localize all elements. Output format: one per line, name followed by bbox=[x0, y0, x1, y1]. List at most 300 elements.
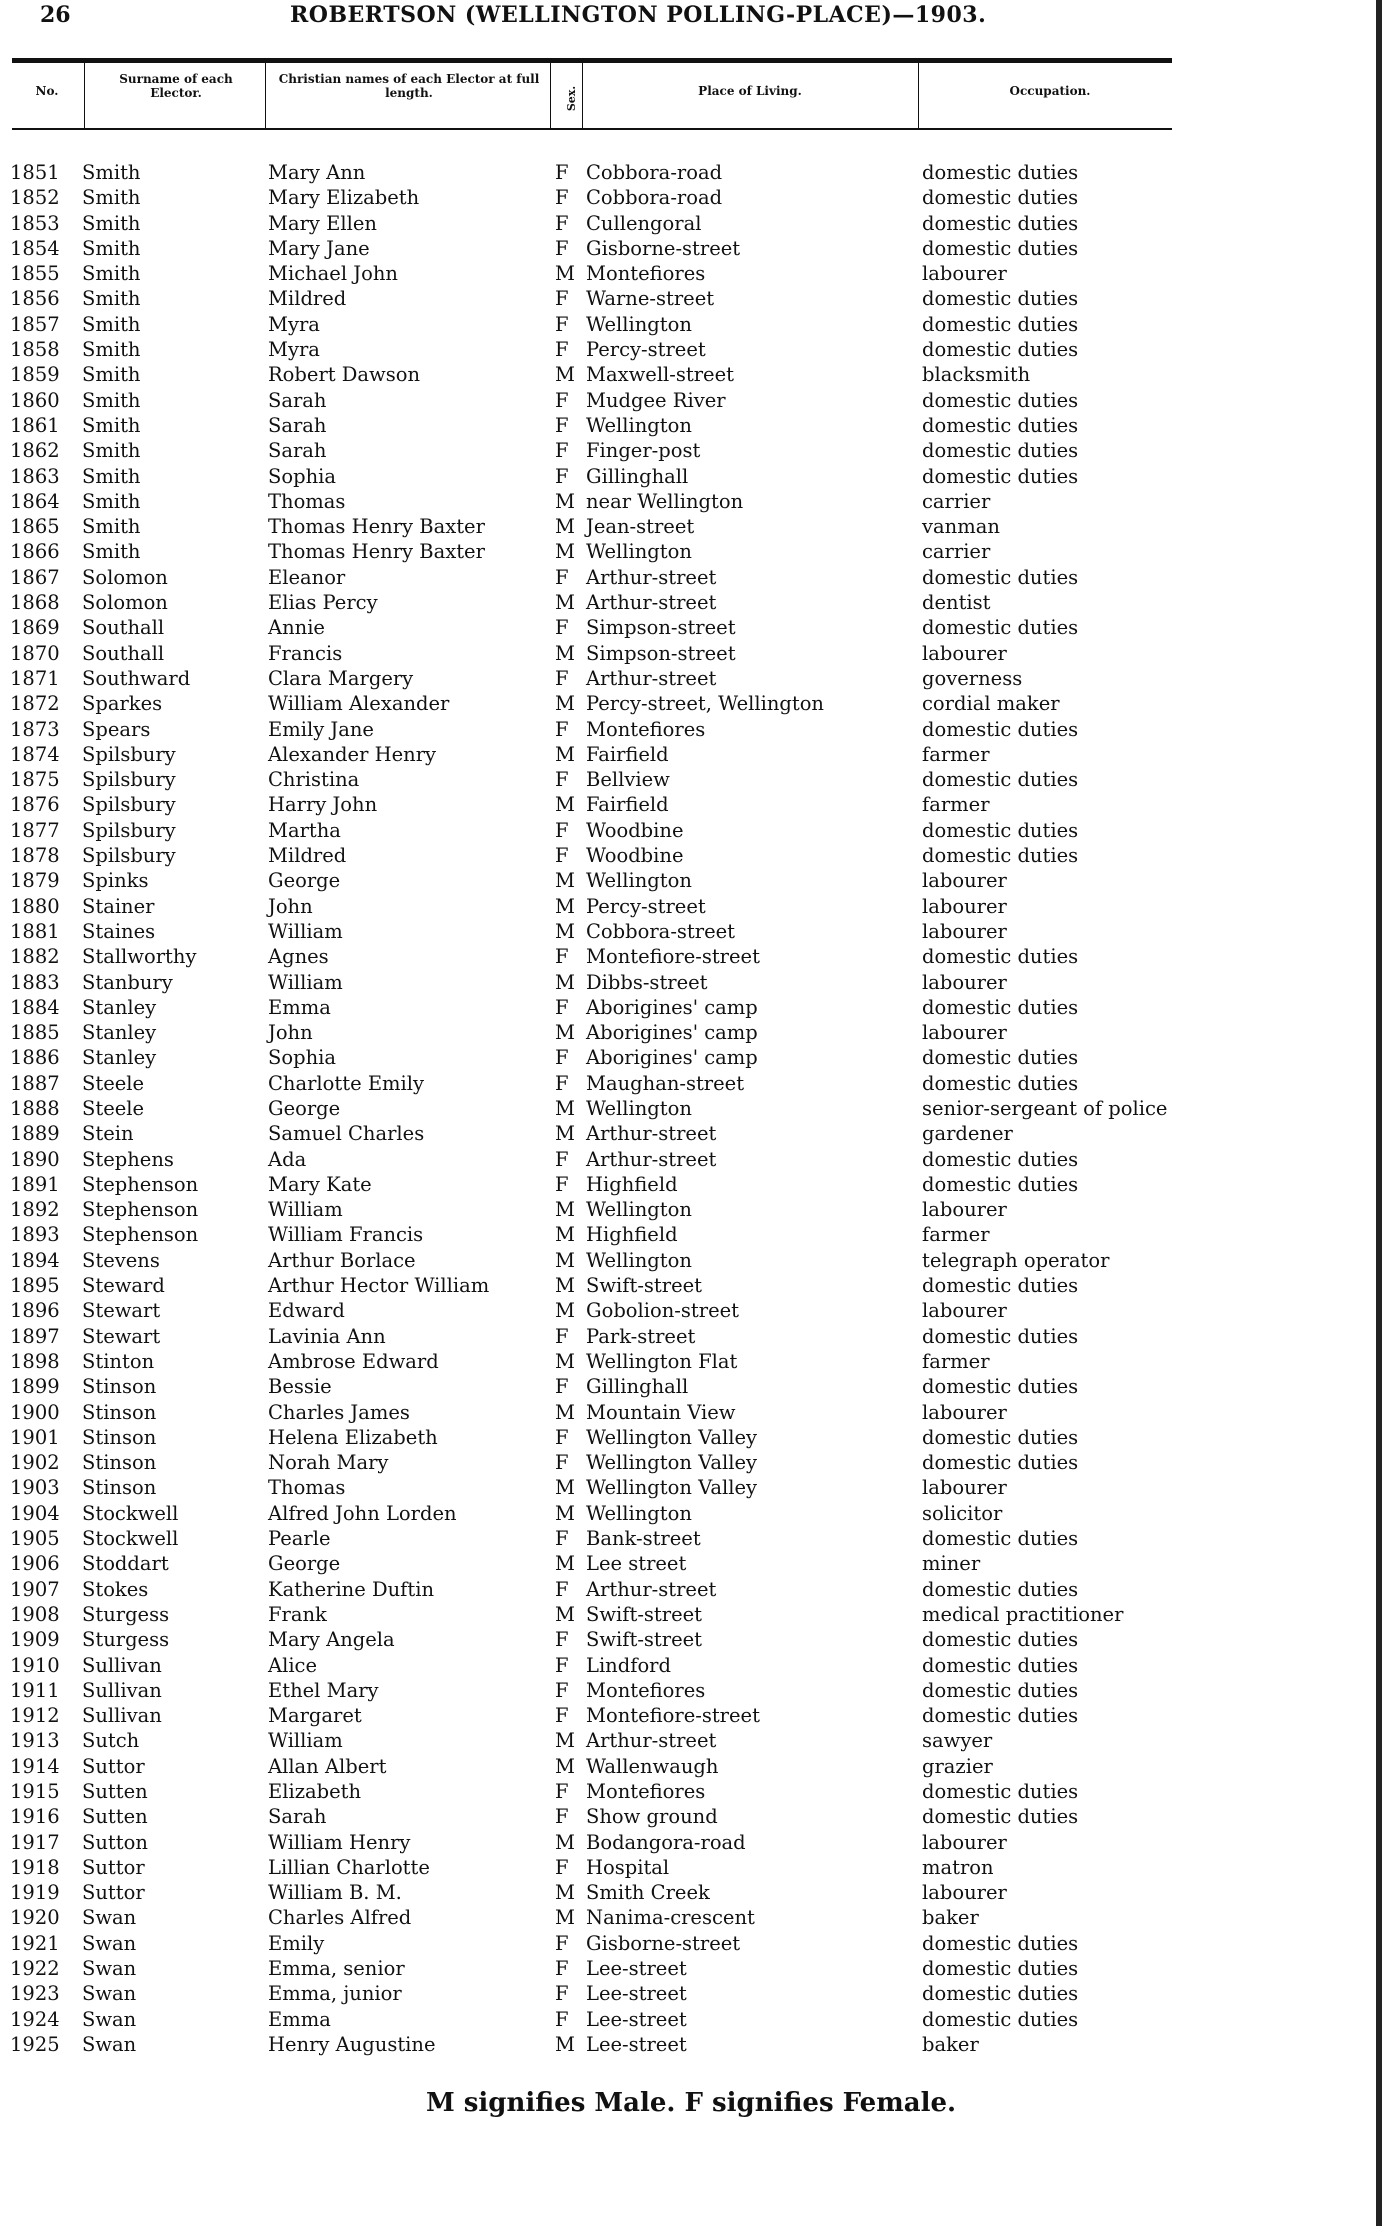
place-of-living: Wellington bbox=[586, 540, 692, 564]
surname: Swan bbox=[82, 2032, 137, 2056]
occupation: domestic duties bbox=[922, 439, 1079, 463]
occupation: domestic duties bbox=[922, 818, 1079, 842]
occupation: labourer bbox=[922, 1881, 1007, 1905]
sex: M bbox=[555, 262, 575, 286]
place-of-living: Warne-street bbox=[586, 287, 715, 311]
elector-number: 1853 bbox=[10, 211, 60, 235]
table-row bbox=[0, 1273, 1382, 1298]
place-of-living: Wellington Flat bbox=[586, 1349, 738, 1373]
surname: Smith bbox=[82, 262, 141, 286]
elector-number: 1852 bbox=[10, 186, 60, 210]
table-row bbox=[0, 1071, 1382, 1096]
place-of-living: Swift-street bbox=[586, 1274, 703, 1298]
sex: F bbox=[555, 2007, 569, 2031]
christian-names: Emma bbox=[268, 995, 331, 1019]
occupation: miner bbox=[922, 1552, 981, 1576]
place-of-living: Park-street bbox=[586, 1324, 696, 1348]
table-row bbox=[0, 666, 1382, 691]
occupation: domestic duties bbox=[922, 1577, 1079, 1601]
table-row bbox=[0, 1374, 1382, 1399]
elector-number: 1890 bbox=[10, 1147, 60, 1171]
table-row bbox=[0, 565, 1382, 590]
sex: M bbox=[555, 1476, 575, 1500]
occupation: domestic duties bbox=[922, 995, 1079, 1019]
christian-names: William bbox=[268, 1198, 343, 1222]
occupation: labourer bbox=[922, 970, 1007, 994]
place-of-living: Montefiore-street bbox=[586, 945, 760, 969]
occupation: domestic duties bbox=[922, 464, 1079, 488]
christian-names: Pearle bbox=[268, 1527, 331, 1551]
christian-names: Emily bbox=[268, 1931, 325, 1955]
surname: Suttor bbox=[82, 1881, 145, 1905]
sex: M bbox=[555, 1881, 575, 1905]
sex: F bbox=[555, 1425, 569, 1449]
table-row bbox=[0, 1349, 1382, 1374]
sex: M bbox=[555, 363, 575, 387]
occupation: labourer bbox=[922, 641, 1007, 665]
header-rule-bottom bbox=[12, 128, 1172, 130]
sex: F bbox=[555, 1046, 569, 1070]
table-row bbox=[0, 1324, 1382, 1349]
table-row bbox=[0, 1653, 1382, 1678]
place-of-living: Cobbora-road bbox=[586, 186, 723, 210]
surname: Smith bbox=[82, 363, 141, 387]
occupation: domestic duties bbox=[922, 1628, 1079, 1652]
elector-number: 1875 bbox=[10, 768, 60, 792]
occupation: labourer bbox=[922, 1299, 1007, 1323]
elector-number: 1869 bbox=[10, 616, 60, 640]
table-row bbox=[0, 894, 1382, 919]
occupation: domestic duties bbox=[922, 186, 1079, 210]
table-row bbox=[0, 1526, 1382, 1551]
surname: Stinson bbox=[82, 1400, 157, 1424]
table-row bbox=[0, 919, 1382, 944]
surname: Smith bbox=[82, 338, 141, 362]
elector-number: 1867 bbox=[10, 565, 60, 589]
christian-names: Myra bbox=[268, 338, 320, 362]
surname: Stein bbox=[82, 1122, 134, 1146]
elector-number: 1864 bbox=[10, 489, 60, 513]
occupation: domestic duties bbox=[922, 1678, 1079, 1702]
place-of-living: Smith Creek bbox=[586, 1881, 710, 1905]
place-of-living: Swift-street bbox=[586, 1602, 703, 1626]
place-of-living: Simpson-street bbox=[586, 641, 736, 665]
table-row bbox=[0, 1905, 1382, 1930]
christian-names: John bbox=[268, 1021, 313, 1045]
column-divider bbox=[550, 62, 551, 128]
christian-names: Mary Kate bbox=[268, 1172, 372, 1196]
elector-number: 1897 bbox=[10, 1324, 60, 1348]
occupation: domestic duties bbox=[922, 1375, 1079, 1399]
christian-names: George bbox=[268, 869, 341, 893]
christian-names: Elias Percy bbox=[268, 591, 378, 615]
christian-names: Sarah bbox=[268, 1805, 327, 1829]
occupation: labourer bbox=[922, 1400, 1007, 1424]
surname: Stephenson bbox=[82, 1172, 199, 1196]
occupation: domestic duties bbox=[922, 1324, 1079, 1348]
header-rule-top bbox=[12, 58, 1172, 63]
occupation: blacksmith bbox=[922, 363, 1031, 387]
christian-names: Emma bbox=[268, 2007, 331, 2031]
christian-names: Ambrose Edward bbox=[268, 1349, 439, 1373]
elector-number: 1925 bbox=[10, 2032, 60, 2056]
occupation: domestic duties bbox=[922, 1982, 1079, 2006]
sex: M bbox=[555, 515, 575, 539]
table-row bbox=[0, 1147, 1382, 1172]
christian-names: Sophia bbox=[268, 1046, 337, 1070]
surname: Sturgess bbox=[82, 1602, 170, 1626]
elector-number: 1861 bbox=[10, 413, 60, 437]
column-header-sex: Sex. bbox=[565, 85, 579, 112]
table-row bbox=[0, 160, 1382, 185]
occupation: domestic duties bbox=[922, 312, 1079, 336]
christian-names: Sophia bbox=[268, 464, 337, 488]
place-of-living: Arthur-street bbox=[586, 1122, 717, 1146]
christian-names: Thomas bbox=[268, 1476, 346, 1500]
occupation: domestic duties bbox=[922, 1805, 1079, 1829]
sex: F bbox=[555, 768, 569, 792]
table-row bbox=[0, 514, 1382, 539]
elector-number: 1888 bbox=[10, 1096, 60, 1120]
occupation: labourer bbox=[922, 894, 1007, 918]
occupation: labourer bbox=[922, 1021, 1007, 1045]
sex: M bbox=[555, 1248, 575, 1272]
christian-names: Myra bbox=[268, 312, 320, 336]
table-row bbox=[0, 1222, 1382, 1247]
occupation: labourer bbox=[922, 1830, 1007, 1854]
occupation: domestic duties bbox=[922, 1451, 1079, 1475]
surname: Swan bbox=[82, 2007, 137, 2031]
sex: F bbox=[555, 616, 569, 640]
elector-number: 1889 bbox=[10, 1122, 60, 1146]
sex: M bbox=[555, 591, 575, 615]
place-of-living: Montefiore-street bbox=[586, 1704, 760, 1728]
sex: F bbox=[555, 1527, 569, 1551]
column-header-place: Place of Living. bbox=[698, 84, 802, 98]
christian-names: Thomas bbox=[268, 489, 346, 513]
sex: F bbox=[555, 211, 569, 235]
surname: Stinson bbox=[82, 1451, 157, 1475]
table-row bbox=[0, 489, 1382, 514]
elector-number: 1892 bbox=[10, 1198, 60, 1222]
sex: F bbox=[555, 236, 569, 260]
sex: M bbox=[555, 1830, 575, 1854]
table-row bbox=[0, 312, 1382, 337]
elector-number: 1857 bbox=[10, 312, 60, 336]
sex: M bbox=[555, 869, 575, 893]
place-of-living: Wellington bbox=[586, 1198, 692, 1222]
christian-names: Arthur Borlace bbox=[268, 1248, 416, 1272]
surname: Solomon bbox=[82, 565, 168, 589]
sex: F bbox=[555, 1451, 569, 1475]
elector-number: 1862 bbox=[10, 439, 60, 463]
christian-names: Mary Angela bbox=[268, 1628, 395, 1652]
sex: F bbox=[555, 1147, 569, 1171]
elector-number: 1924 bbox=[10, 2007, 60, 2031]
surname: Spilsbury bbox=[82, 844, 176, 868]
surname: Staines bbox=[82, 919, 156, 943]
christian-names: Katherine Duftin bbox=[268, 1577, 435, 1601]
christian-names: Mary Jane bbox=[268, 236, 370, 260]
sex: M bbox=[555, 1274, 575, 1298]
place-of-living: Wellington bbox=[586, 1501, 692, 1525]
place-of-living: Fairfield bbox=[586, 742, 669, 766]
christian-names: Charles Alfred bbox=[268, 1906, 412, 1930]
place-of-living: Dibbs-street bbox=[586, 970, 708, 994]
christian-names: Mildred bbox=[268, 844, 347, 868]
sex: M bbox=[555, 540, 575, 564]
sex: F bbox=[555, 1982, 569, 2006]
place-of-living: Aborigines' camp bbox=[586, 1021, 758, 1045]
table-row bbox=[0, 1450, 1382, 1475]
surname: Smith bbox=[82, 312, 141, 336]
christian-names: Allan Albert bbox=[268, 1754, 387, 1778]
occupation: farmer bbox=[922, 1349, 990, 1373]
christian-names: Mary Elizabeth bbox=[268, 186, 420, 210]
surname: Steele bbox=[82, 1096, 145, 1120]
elector-number: 1885 bbox=[10, 1021, 60, 1045]
surname: Stephens bbox=[82, 1147, 174, 1171]
surname: Smith bbox=[82, 464, 141, 488]
sex: F bbox=[555, 1375, 569, 1399]
table-row bbox=[0, 413, 1382, 438]
elector-number: 1914 bbox=[10, 1754, 60, 1778]
table-row bbox=[0, 1551, 1382, 1576]
elector-number: 1894 bbox=[10, 1248, 60, 1272]
occupation: domestic duties bbox=[922, 1425, 1079, 1449]
elector-number: 1873 bbox=[10, 717, 60, 741]
column-divider bbox=[582, 62, 583, 128]
sex: M bbox=[555, 970, 575, 994]
sex: F bbox=[555, 464, 569, 488]
christian-names: Sarah bbox=[268, 388, 327, 412]
page-title: ROBERTSON (WELLINGTON POLLING-PLACE)—1903. bbox=[290, 2, 987, 28]
occupation: domestic duties bbox=[922, 2007, 1079, 2031]
occupation: gardener bbox=[922, 1122, 1013, 1146]
sex: M bbox=[555, 1400, 575, 1424]
occupation: domestic duties bbox=[922, 1780, 1079, 1803]
sex: F bbox=[555, 1805, 569, 1829]
elector-number: 1920 bbox=[10, 1906, 60, 1930]
surname: Stewart bbox=[82, 1299, 161, 1323]
place-of-living: near Wellington bbox=[586, 489, 744, 513]
place-of-living: Swift-street bbox=[586, 1628, 703, 1652]
occupation: domestic duties bbox=[922, 1172, 1079, 1196]
elector-number: 1917 bbox=[10, 1830, 60, 1854]
table-row bbox=[0, 1121, 1382, 1146]
christian-names: Arthur Hector William bbox=[268, 1274, 490, 1298]
elector-number: 1872 bbox=[10, 692, 60, 716]
place-of-living: Lee-street bbox=[586, 1982, 687, 2006]
table-row bbox=[0, 211, 1382, 236]
surname: Smith bbox=[82, 413, 141, 437]
sex: F bbox=[555, 161, 569, 184]
place-of-living: Cobbora-road bbox=[586, 161, 723, 184]
elector-number: 1922 bbox=[10, 1957, 60, 1981]
surname: Sutten bbox=[82, 1780, 148, 1803]
elector-number: 1880 bbox=[10, 894, 60, 918]
surname: Southall bbox=[82, 641, 165, 665]
christian-names: William Francis bbox=[268, 1223, 424, 1247]
table-row bbox=[0, 337, 1382, 362]
christian-names: William Alexander bbox=[268, 692, 450, 716]
christian-names: Sarah bbox=[268, 413, 327, 437]
place-of-living: Arthur-street bbox=[586, 666, 717, 690]
surname: Sturgess bbox=[82, 1628, 170, 1652]
surname: Stinson bbox=[82, 1425, 157, 1449]
elector-number: 1891 bbox=[10, 1172, 60, 1196]
occupation: domestic duties bbox=[922, 1704, 1079, 1728]
table-row bbox=[0, 1602, 1382, 1627]
occupation: domestic duties bbox=[922, 945, 1079, 969]
occupation: carrier bbox=[922, 489, 991, 513]
table-row bbox=[0, 742, 1382, 767]
elector-number: 1916 bbox=[10, 1805, 60, 1829]
elector-number: 1858 bbox=[10, 338, 60, 362]
place-of-living: Lee-street bbox=[586, 2032, 687, 2056]
occupation: domestic duties bbox=[922, 616, 1079, 640]
table-row bbox=[0, 1855, 1382, 1880]
occupation: solicitor bbox=[922, 1501, 1003, 1525]
table-row bbox=[0, 362, 1382, 387]
christian-names: William Henry bbox=[268, 1830, 411, 1854]
surname: Stanley bbox=[82, 1021, 157, 1045]
table-row bbox=[0, 590, 1382, 615]
place-of-living: Cobbora-street bbox=[586, 919, 735, 943]
place-of-living: Arthur-street bbox=[586, 1147, 717, 1171]
christian-names: Mildred bbox=[268, 287, 347, 311]
occupation: labourer bbox=[922, 1198, 1007, 1222]
sex: M bbox=[555, 894, 575, 918]
sex: M bbox=[555, 1729, 575, 1753]
elector-number: 1912 bbox=[10, 1704, 60, 1728]
place-of-living: Jean-street bbox=[586, 515, 695, 539]
sex: F bbox=[555, 945, 569, 969]
surname: Smith bbox=[82, 388, 141, 412]
occupation: domestic duties bbox=[922, 1527, 1079, 1551]
surname: Spinks bbox=[82, 869, 149, 893]
table-row bbox=[0, 868, 1382, 893]
place-of-living: Arthur-street bbox=[586, 1577, 717, 1601]
christian-names: John bbox=[268, 894, 313, 918]
sex: M bbox=[555, 1754, 575, 1778]
place-of-living: Arthur-street bbox=[586, 1729, 717, 1753]
table-row bbox=[0, 464, 1382, 489]
christian-names: Thomas Henry Baxter bbox=[268, 540, 485, 564]
christian-names: Elizabeth bbox=[268, 1780, 362, 1803]
surname: Smith bbox=[82, 540, 141, 564]
surname: Spilsbury bbox=[82, 818, 176, 842]
place-of-living: Nanima-crescent bbox=[586, 1906, 755, 1930]
occupation: senior-sergeant of police bbox=[922, 1096, 1168, 1120]
table-row bbox=[0, 717, 1382, 742]
occupation: medical practitioner bbox=[922, 1602, 1124, 1626]
christian-names: Helena Elizabeth bbox=[268, 1425, 438, 1449]
sex: F bbox=[555, 1628, 569, 1652]
sex: M bbox=[555, 1223, 575, 1247]
occupation: domestic duties bbox=[922, 844, 1079, 868]
christian-names: Alfred John Lorden bbox=[268, 1501, 457, 1525]
elector-number: 1874 bbox=[10, 742, 60, 766]
place-of-living: Hospital bbox=[586, 1855, 670, 1879]
elector-number: 1899 bbox=[10, 1375, 60, 1399]
surname: Stockwell bbox=[82, 1501, 179, 1525]
table-row bbox=[0, 615, 1382, 640]
place-of-living: Percy-street bbox=[586, 894, 706, 918]
sex: M bbox=[555, 1552, 575, 1576]
occupation: carrier bbox=[922, 540, 991, 564]
surname: Smith bbox=[82, 161, 141, 184]
christian-names: Alexander Henry bbox=[268, 742, 437, 766]
christian-names: Edward bbox=[268, 1299, 345, 1323]
sex: M bbox=[555, 489, 575, 513]
surname: Solomon bbox=[82, 591, 168, 615]
place-of-living: Arthur-street bbox=[586, 591, 717, 615]
column-divider bbox=[84, 62, 85, 128]
column-divider bbox=[265, 62, 266, 128]
sex: M bbox=[555, 692, 575, 716]
elector-number: 1919 bbox=[10, 1881, 60, 1905]
christian-names: Mary Ellen bbox=[268, 211, 377, 235]
occupation: farmer bbox=[922, 742, 990, 766]
christian-names: Mary Ann bbox=[268, 161, 366, 184]
occupation: domestic duties bbox=[922, 1046, 1079, 1070]
elector-number: 1904 bbox=[10, 1501, 60, 1525]
christian-names: William B. M. bbox=[268, 1881, 402, 1905]
christian-names: Charles James bbox=[268, 1400, 410, 1424]
elector-number: 1909 bbox=[10, 1628, 60, 1652]
occupation: labourer bbox=[922, 1476, 1007, 1500]
table-row bbox=[0, 767, 1382, 792]
table-row bbox=[0, 995, 1382, 1020]
surname: Smith bbox=[82, 211, 141, 235]
elector-number: 1893 bbox=[10, 1223, 60, 1247]
elector-number: 1896 bbox=[10, 1299, 60, 1323]
elector-number: 1913 bbox=[10, 1729, 60, 1753]
occupation: cordial maker bbox=[922, 692, 1060, 716]
elector-number: 1907 bbox=[10, 1577, 60, 1601]
elector-number: 1887 bbox=[10, 1071, 60, 1095]
table-row bbox=[0, 818, 1382, 843]
christian-names: Clara Margery bbox=[268, 666, 414, 690]
table-row bbox=[0, 1400, 1382, 1425]
christian-names: Charlotte Emily bbox=[268, 1071, 425, 1095]
christian-names: Sarah bbox=[268, 439, 327, 463]
sex: F bbox=[555, 186, 569, 210]
elector-number: 1900 bbox=[10, 1400, 60, 1424]
place-of-living: Simpson-street bbox=[586, 616, 736, 640]
sex: M bbox=[555, 742, 575, 766]
surname: Stockwell bbox=[82, 1527, 179, 1551]
surname: Sutten bbox=[82, 1805, 148, 1829]
surname: Suttor bbox=[82, 1754, 145, 1778]
place-of-living: Bodangora-road bbox=[586, 1830, 746, 1854]
occupation: domestic duties bbox=[922, 1931, 1079, 1955]
occupation: domestic duties bbox=[922, 1957, 1079, 1981]
christian-names: Margaret bbox=[268, 1704, 362, 1728]
sex: F bbox=[555, 995, 569, 1019]
elector-number: 1915 bbox=[10, 1780, 60, 1803]
place-of-living: Lee-street bbox=[586, 2007, 687, 2031]
table-row bbox=[0, 1577, 1382, 1602]
sex: M bbox=[555, 793, 575, 817]
elector-number: 1877 bbox=[10, 818, 60, 842]
legend: M signifies Male. F signifies Female. bbox=[425, 2088, 957, 2118]
table-row bbox=[0, 2032, 1382, 2057]
occupation: domestic duties bbox=[922, 338, 1079, 362]
surname: Smith bbox=[82, 489, 141, 513]
surname: Sutch bbox=[82, 1729, 140, 1753]
